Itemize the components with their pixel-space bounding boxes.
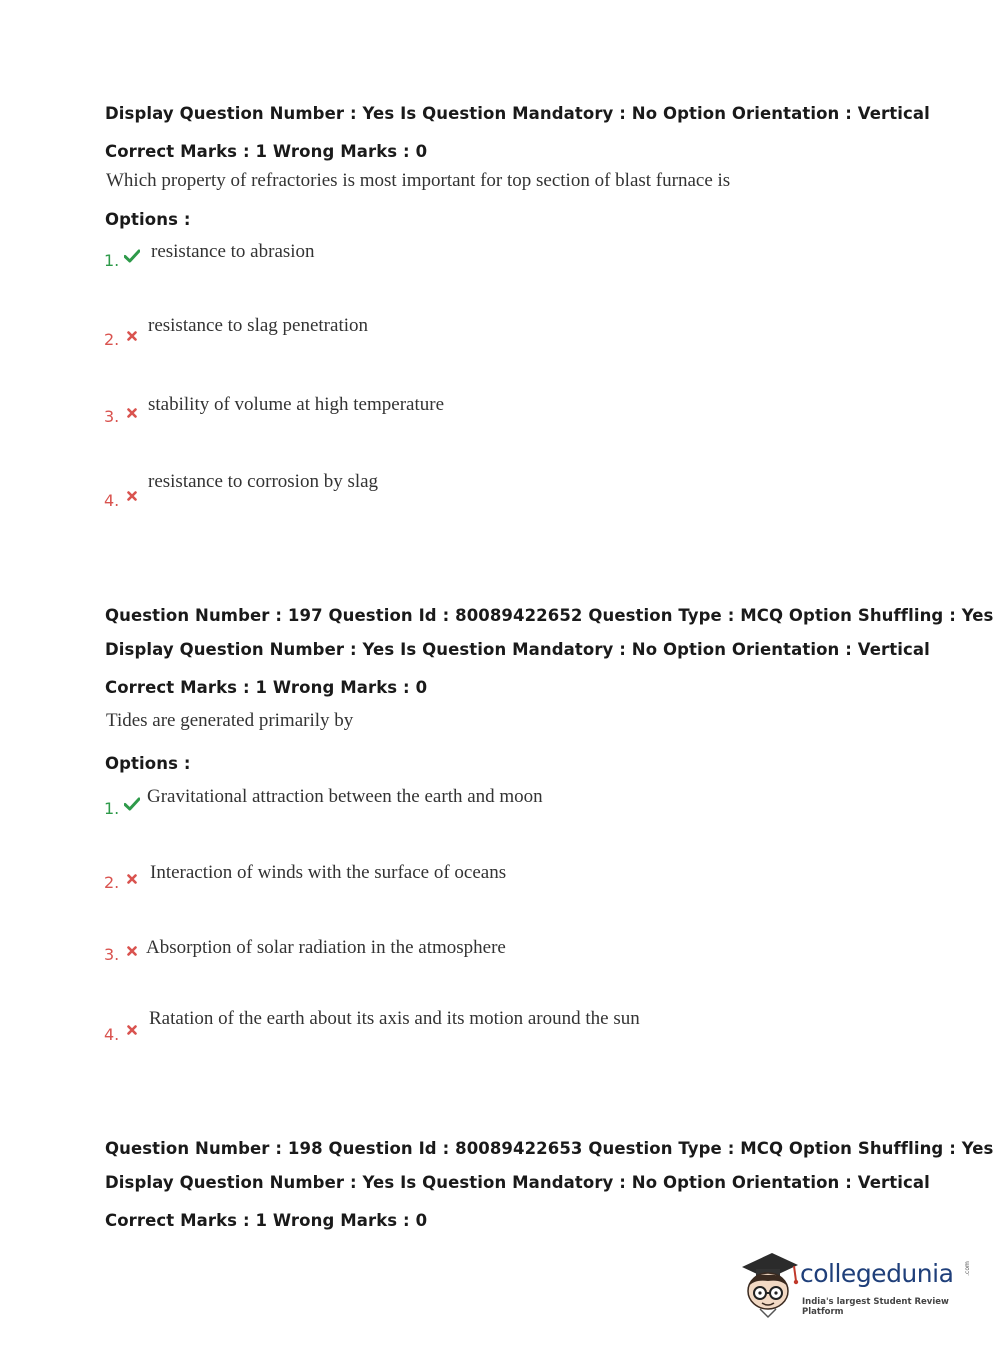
option-text: Interaction of winds with the surface of oceans <box>150 862 507 883</box>
option-number: 4. <box>104 491 120 510</box>
option-text: resistance to abrasion <box>151 241 315 262</box>
student-mascot-icon <box>738 1247 800 1319</box>
check-icon <box>124 797 140 811</box>
option-number: 3. <box>104 407 120 426</box>
cross-icon <box>127 408 137 418</box>
question-header-line: Question Number : 198 Question Id : 80089422653 Question Type : MCQ Option Shuffling : Yes <box>105 1139 994 1158</box>
cross-icon <box>127 946 137 956</box>
question-text: Tides are generated primarily by <box>106 710 354 731</box>
cross-icon <box>127 1025 137 1035</box>
option-text: resistance to corrosion by slag <box>148 471 379 492</box>
option-number: 2. <box>104 873 120 892</box>
check-icon <box>124 249 140 263</box>
cross-icon <box>127 491 137 501</box>
display-info-line: Display Question Number : Yes Is Question Mandatory : No Option Orientation : Vertical <box>105 104 930 123</box>
marks-info-line: Correct Marks : 1 Wrong Marks : 0 <box>105 1211 428 1230</box>
question-text: Which property of refractories is most important for top section of blast furnace is <box>106 170 731 191</box>
option-number: 1. <box>104 799 120 818</box>
logo-tagline: India's largest Student Review Platform <box>802 1297 949 1317</box>
option-text: stability of volume at high temperature <box>148 394 445 415</box>
option-number: 4. <box>104 1025 120 1044</box>
option-number: 2. <box>104 330 120 349</box>
collegedunia-logo[interactable] <box>738 1247 973 1322</box>
marks-info-line: Correct Marks : 1 Wrong Marks : 0 <box>105 678 428 697</box>
option-text: Gravitational attraction between the earth and moon <box>147 786 543 807</box>
options-label: Options : <box>105 210 191 229</box>
question-header-line: Question Number : 197 Question Id : 80089422652 Question Type : MCQ Option Shuffling : Yes <box>105 606 994 625</box>
option-number: 1. <box>104 251 120 270</box>
option-text: Absorption of solar radiation in the atmosphere <box>146 937 506 958</box>
display-info-line: Display Question Number : Yes Is Question Mandatory : No Option Orientation : Vertical <box>105 1173 930 1192</box>
marks-info-line: Correct Marks : 1 Wrong Marks : 0 <box>105 142 428 161</box>
cross-icon <box>127 331 137 341</box>
display-info-line: Display Question Number : Yes Is Question Mandatory : No Option Orientation : Vertical <box>105 640 930 659</box>
options-label: Options : <box>105 754 191 773</box>
logo-suffix: .com <box>963 1261 971 1276</box>
logo-wordmark: collegedunia <box>800 1259 954 1288</box>
option-text: Ratation of the earth about its axis and its motion around the sun <box>149 1008 640 1029</box>
option-text: resistance to slag penetration <box>148 315 369 336</box>
option-number: 3. <box>104 945 120 964</box>
cross-icon <box>127 874 137 884</box>
